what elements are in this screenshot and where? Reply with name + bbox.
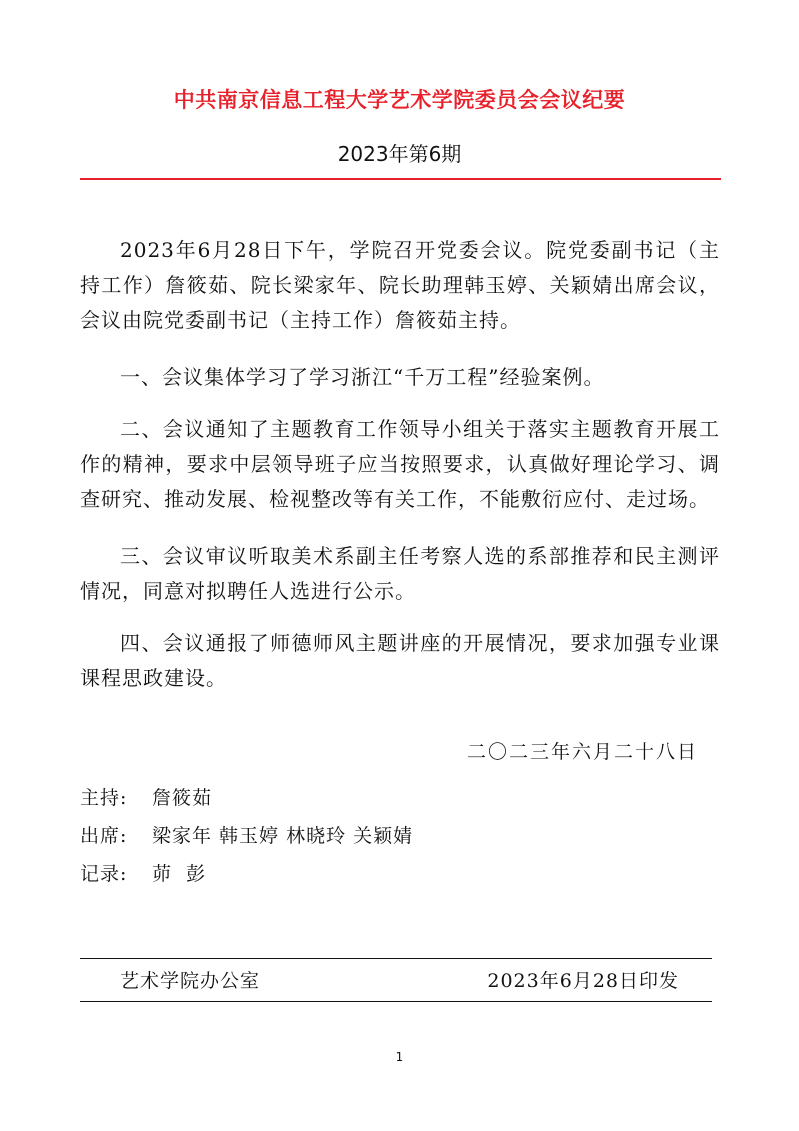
- recorder-label: 记录:: [80, 863, 128, 885]
- attendees-label: 出席:: [80, 825, 128, 847]
- footer-top-divider: [80, 958, 712, 959]
- issuing-office: 艺术学院办公室: [120, 970, 261, 992]
- document-title: 中共南京信息工程大学艺术学院委员会会议纪要: [173, 88, 626, 112]
- paragraph-item-3: 三、会议审议听取美术系副主任考察人选的系部推荐和民主测评情况，同意对拟聘任人选进行公示。: [80, 544, 720, 603]
- footer-bottom-divider: [80, 1001, 712, 1002]
- paragraph-intro: 2023年6月28日下午，学院召开党委会议。院党委副书记（主持工作）詹筱茹、院长梁家年、院长助理韩玉婷、关颖婧出席会议，会议由院党委副书记（主持工作）詹筱茹主持。: [80, 238, 720, 332]
- paragraph-item-4: 四、会议通报了师德师风主题讲座的开展情况，要求加强专业课课程思政建设。: [80, 631, 720, 690]
- page-number: 1: [395, 1050, 404, 1064]
- host-row: [80, 783, 212, 813]
- paragraph-item-1: 一、会议集体学习了学习浙江“千万工程”经验案例。: [120, 365, 605, 389]
- host-name: 詹筱茹: [152, 787, 213, 809]
- meeting-date: 二〇二三年六月二十八日: [466, 741, 698, 763]
- recorder-name: 茆 彭: [152, 863, 207, 885]
- paragraph-item-2: 二、会议通知了主题教育工作领导小组关于落实主题教育开展工作的精神，要求中层领导班子应当按照要求，认真做好理论学习、调查研究、推动发展、检视整改等有关工作，不能敷衍应付、走过场。: [80, 417, 720, 511]
- issue-number: 2023年第6期: [337, 142, 462, 166]
- header-red-divider: [80, 178, 721, 180]
- issued-date: 2023年6月28日印发: [487, 970, 679, 992]
- recorder-row: [80, 859, 206, 889]
- host-label: 主持:: [80, 787, 128, 809]
- attendees-row: [80, 821, 413, 851]
- attendees-names: 梁家年 韩玉婷 林晓玲 关颖婧: [152, 825, 414, 847]
